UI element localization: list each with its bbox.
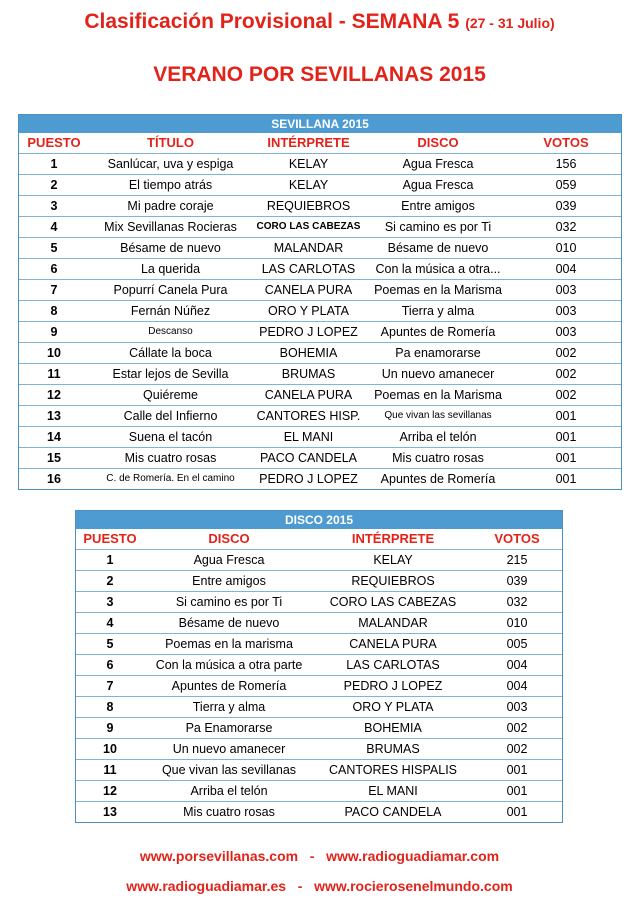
cell-votos: 032 <box>506 595 528 609</box>
cell-titulo: Mis cuatro rosas <box>124 451 217 465</box>
cell-disco: Arriba el telón <box>399 430 477 444</box>
cell-interprete: ORO Y PLATA <box>352 700 434 714</box>
cell-disco: Bésame de nuevo <box>178 616 280 630</box>
table-row <box>19 343 621 364</box>
table-row <box>76 718 562 739</box>
cell-interprete: EL MANI <box>368 784 418 798</box>
disco-table-heading: DISCO 2015 <box>76 511 562 529</box>
cell-interprete: LAS CARLOTAS <box>346 658 440 672</box>
cell-disco: Apuntes de Romería <box>380 325 496 339</box>
disco-table-body <box>76 550 562 822</box>
col-interprete: INTÉRPRETE <box>267 135 350 150</box>
cell-votos: 039 <box>506 574 528 588</box>
table-row <box>76 571 562 592</box>
cell-votos: 215 <box>506 553 528 567</box>
table-row <box>19 196 621 217</box>
cell-interprete: BRUMAS <box>281 367 336 381</box>
cell-votos: 010 <box>555 241 577 255</box>
cell-titulo: Calle del Infierno <box>123 409 218 423</box>
footer-links-2 <box>0 878 639 894</box>
table-row <box>19 427 621 448</box>
table-row <box>76 760 562 781</box>
sevillana-table-body <box>19 154 621 489</box>
cell-titulo: Estar lejos de Sevilla <box>112 367 229 381</box>
cell-puesto: 2 <box>106 574 114 588</box>
cell-disco: Que vivan las sevillanas <box>384 410 492 421</box>
cell-votos: 004 <box>555 262 577 276</box>
table-row <box>76 802 562 822</box>
cell-disco: Si camino es por Ti <box>384 220 492 234</box>
cell-disco: Mis cuatro rosas <box>392 451 484 465</box>
table-row <box>76 634 562 655</box>
col-votos: VOTOS <box>543 135 589 150</box>
cell-interprete: ORO Y PLATA <box>267 304 350 318</box>
table-row <box>76 550 562 571</box>
table-row <box>19 448 621 469</box>
page-title <box>0 10 639 34</box>
cell-disco: Bésame de nuevo <box>387 241 489 255</box>
cell-disco: Agua Fresca <box>402 178 474 192</box>
cell-titulo: Sanlúcar, uva y espiga <box>107 157 234 171</box>
cell-votos: 001 <box>555 430 577 444</box>
cell-puesto: 5 <box>106 637 114 651</box>
table-row <box>76 592 562 613</box>
cell-disco: Con la música a otra parte <box>155 658 303 672</box>
cell-votos: 001 <box>555 409 577 423</box>
cell-titulo: Descanso <box>148 326 193 337</box>
link-separator: - <box>309 848 315 864</box>
cell-puesto: 12 <box>47 388 61 402</box>
cell-votos: 001 <box>506 784 528 798</box>
cell-puesto: 10 <box>103 742 117 756</box>
col-puesto: PUESTO <box>83 531 137 546</box>
cell-titulo: Mi padre coraje <box>127 199 214 213</box>
col-disco: DISCO <box>208 531 250 546</box>
cell-disco: Poemas en la Marisma <box>374 283 502 297</box>
cell-puesto: 9 <box>50 325 58 339</box>
cell-interprete: CORO LAS CABEZAS <box>256 221 361 232</box>
cell-votos: 002 <box>555 346 577 360</box>
cell-votos: 001 <box>555 451 577 465</box>
table-row <box>76 655 562 676</box>
cell-disco: Pa Enamorarse <box>185 721 273 735</box>
cell-votos: 010 <box>506 616 528 630</box>
cell-votos: 004 <box>506 679 528 693</box>
cell-interprete: LAS CARLOTAS <box>261 262 356 276</box>
cell-disco: Tierra y alma <box>192 700 266 714</box>
table-row <box>19 217 621 238</box>
cell-interprete: BRUMAS <box>366 742 420 756</box>
cell-disco: Agua Fresca <box>193 553 265 567</box>
cell-puesto: 7 <box>50 283 58 297</box>
cell-puesto: 4 <box>50 220 58 234</box>
cell-puesto: 11 <box>47 367 61 381</box>
cell-puesto: 6 <box>50 262 58 276</box>
cell-votos: 002 <box>506 721 528 735</box>
cell-puesto: 16 <box>47 472 61 486</box>
cell-titulo: Suena el tacón <box>128 430 213 444</box>
cell-disco: Entre amigos <box>192 574 266 588</box>
cell-votos: 001 <box>506 805 528 819</box>
cell-interprete: PACO CANDELA <box>344 805 442 819</box>
disco-table <box>75 510 563 823</box>
cell-interprete: CANELA PURA <box>264 388 353 402</box>
table-row <box>19 406 621 427</box>
cell-puesto: 13 <box>103 805 117 819</box>
sevillana-table <box>18 114 622 490</box>
cell-titulo: Cállate la boca <box>129 346 212 360</box>
disco-header-row <box>76 529 562 550</box>
cell-interprete: PEDRO J LOPEZ <box>259 325 358 339</box>
cell-puesto: 12 <box>103 784 117 798</box>
cell-titulo: Popurrí Canela Pura <box>113 283 228 297</box>
cell-votos: 039 <box>555 199 577 213</box>
cell-interprete: CANTORES HISP. <box>256 409 361 423</box>
cell-puesto: 2 <box>50 178 58 192</box>
cell-votos: 032 <box>555 220 577 234</box>
cell-puesto: 8 <box>106 700 114 714</box>
cell-votos: 002 <box>506 742 528 756</box>
footer-links-1 <box>0 848 639 864</box>
table-row <box>76 781 562 802</box>
cell-votos: 004 <box>506 658 528 672</box>
table-row <box>19 175 621 196</box>
cell-puesto: 1 <box>50 157 58 171</box>
cell-disco: Que vivan las sevillanas <box>161 763 297 777</box>
cell-titulo: C. de Romería. En el camino <box>106 473 235 484</box>
table-row <box>76 697 562 718</box>
cell-interprete: CANELA PURA <box>349 637 437 651</box>
cell-disco: Entre amigos <box>401 199 475 213</box>
cell-titulo: Fernán Núñez <box>130 304 211 318</box>
cell-votos: 156 <box>555 157 577 171</box>
cell-disco: Si camino es por Ti <box>175 595 283 609</box>
col-votos: VOTOS <box>494 531 540 546</box>
cell-votos: 005 <box>506 637 528 651</box>
cell-puesto: 11 <box>103 763 117 777</box>
table-row <box>19 238 621 259</box>
cell-votos: 002 <box>555 367 577 381</box>
cell-puesto: 5 <box>50 241 58 255</box>
cell-disco: Mis cuatro rosas <box>183 805 275 819</box>
cell-disco: Un nuevo amanecer <box>381 367 495 381</box>
col-titulo: TÍTULO <box>147 135 194 150</box>
cell-votos: 003 <box>555 283 577 297</box>
link-porsevillanas[interactable]: www.porsevillanas.com <box>139 848 299 864</box>
cell-disco: Apuntes de Romería <box>380 472 496 486</box>
cell-interprete: PEDRO J LOPEZ <box>259 472 358 486</box>
cell-votos: 002 <box>555 388 577 402</box>
cell-votos: 003 <box>555 325 577 339</box>
title-dates: (27 - 31 Julio) <box>465 15 555 31</box>
cell-votos: 001 <box>506 763 528 777</box>
cell-interprete: CANELA PURA <box>264 283 353 297</box>
link-separator: - <box>297 878 303 894</box>
cell-puesto: 3 <box>50 199 58 213</box>
cell-interprete: MALANDAR <box>273 241 344 255</box>
cell-votos: 001 <box>555 472 577 486</box>
cell-disco: Poemas en la marisma <box>165 637 293 651</box>
cell-puesto: 4 <box>106 616 114 630</box>
col-interprete: INTÉRPRETE <box>351 531 435 546</box>
cell-disco: Tierra y alma <box>401 304 475 318</box>
cell-titulo: Bésame de nuevo <box>120 241 221 255</box>
cell-votos: 003 <box>506 700 528 714</box>
cell-disco: Pa enamorarse <box>395 346 481 360</box>
table-row <box>76 739 562 760</box>
link-rocierosenelmundo[interactable]: www.rocierosenelmundo.com <box>314 878 513 894</box>
cell-interprete: CANTORES HISPALIS <box>328 763 458 777</box>
table-row <box>19 385 621 406</box>
cell-votos: 003 <box>555 304 577 318</box>
table-row <box>76 613 562 634</box>
cell-titulo: El tiempo atrás <box>128 178 213 192</box>
cell-disco: Agua Fresca <box>402 157 474 171</box>
cell-titulo: La querida <box>140 262 201 276</box>
cell-interprete: MALANDAR <box>358 616 428 630</box>
title-main: Clasificación Provisional - SEMANA 5 <box>84 10 460 33</box>
cell-puesto: 13 <box>47 409 61 423</box>
cell-puesto: 6 <box>106 658 114 672</box>
table-row <box>76 676 562 697</box>
cell-interprete: KELAY <box>288 157 329 171</box>
cell-disco: Apuntes de Romería <box>171 679 287 693</box>
cell-titulo: Quiéreme <box>143 388 198 402</box>
cell-puesto: 9 <box>106 721 114 735</box>
link-radioguadiamar-es[interactable]: www.radioguadiamar.es <box>126 878 287 894</box>
cell-disco: Arriba el telón <box>190 784 268 798</box>
cell-disco: Poemas en la Marisma <box>374 388 502 402</box>
cell-puesto: 7 <box>106 679 114 693</box>
cell-puesto: 15 <box>47 451 61 465</box>
link-radioguadiamar-com[interactable]: www.radioguadiamar.com <box>326 848 500 864</box>
cell-interprete: CORO LAS CABEZAS <box>329 595 457 609</box>
cell-interprete: KELAY <box>373 553 413 567</box>
cell-interprete: REQUIEBROS <box>266 199 351 213</box>
sevillana-table-heading: SEVILLANA 2015 <box>19 115 621 133</box>
col-puesto: PUESTO <box>27 135 81 150</box>
cell-disco: Con la música a otra... <box>375 262 501 276</box>
sevillana-header-row <box>19 133 621 154</box>
table-row <box>19 322 621 343</box>
cell-disco: Un nuevo amanecer <box>172 742 286 756</box>
cell-puesto: 8 <box>50 304 58 318</box>
cell-puesto: 1 <box>106 553 114 567</box>
cell-titulo: Mix Sevillanas Rocieras <box>104 220 237 234</box>
cell-puesto: 14 <box>47 430 61 444</box>
cell-interprete: EL MANI <box>283 430 334 444</box>
table-row <box>19 301 621 322</box>
table-row <box>19 259 621 280</box>
cell-interprete: REQUIEBROS <box>351 574 435 588</box>
col-disco: DISCO <box>417 135 459 150</box>
cell-puesto: 10 <box>47 346 61 360</box>
table-row <box>19 280 621 301</box>
cell-interprete: PACO CANDELA <box>259 451 357 465</box>
cell-votos: 059 <box>555 178 577 192</box>
table-row <box>19 469 621 489</box>
cell-interprete: KELAY <box>288 178 329 192</box>
page-subtitle: VERANO POR SEVILLANAS 2015 <box>153 63 486 86</box>
cell-interprete: BOHEMIA <box>364 721 422 735</box>
table-row <box>19 364 621 385</box>
cell-interprete: BOHEMIA <box>279 346 338 360</box>
cell-interprete: PEDRO J LOPEZ <box>343 679 443 693</box>
table-row <box>19 154 621 175</box>
cell-puesto: 3 <box>106 595 114 609</box>
